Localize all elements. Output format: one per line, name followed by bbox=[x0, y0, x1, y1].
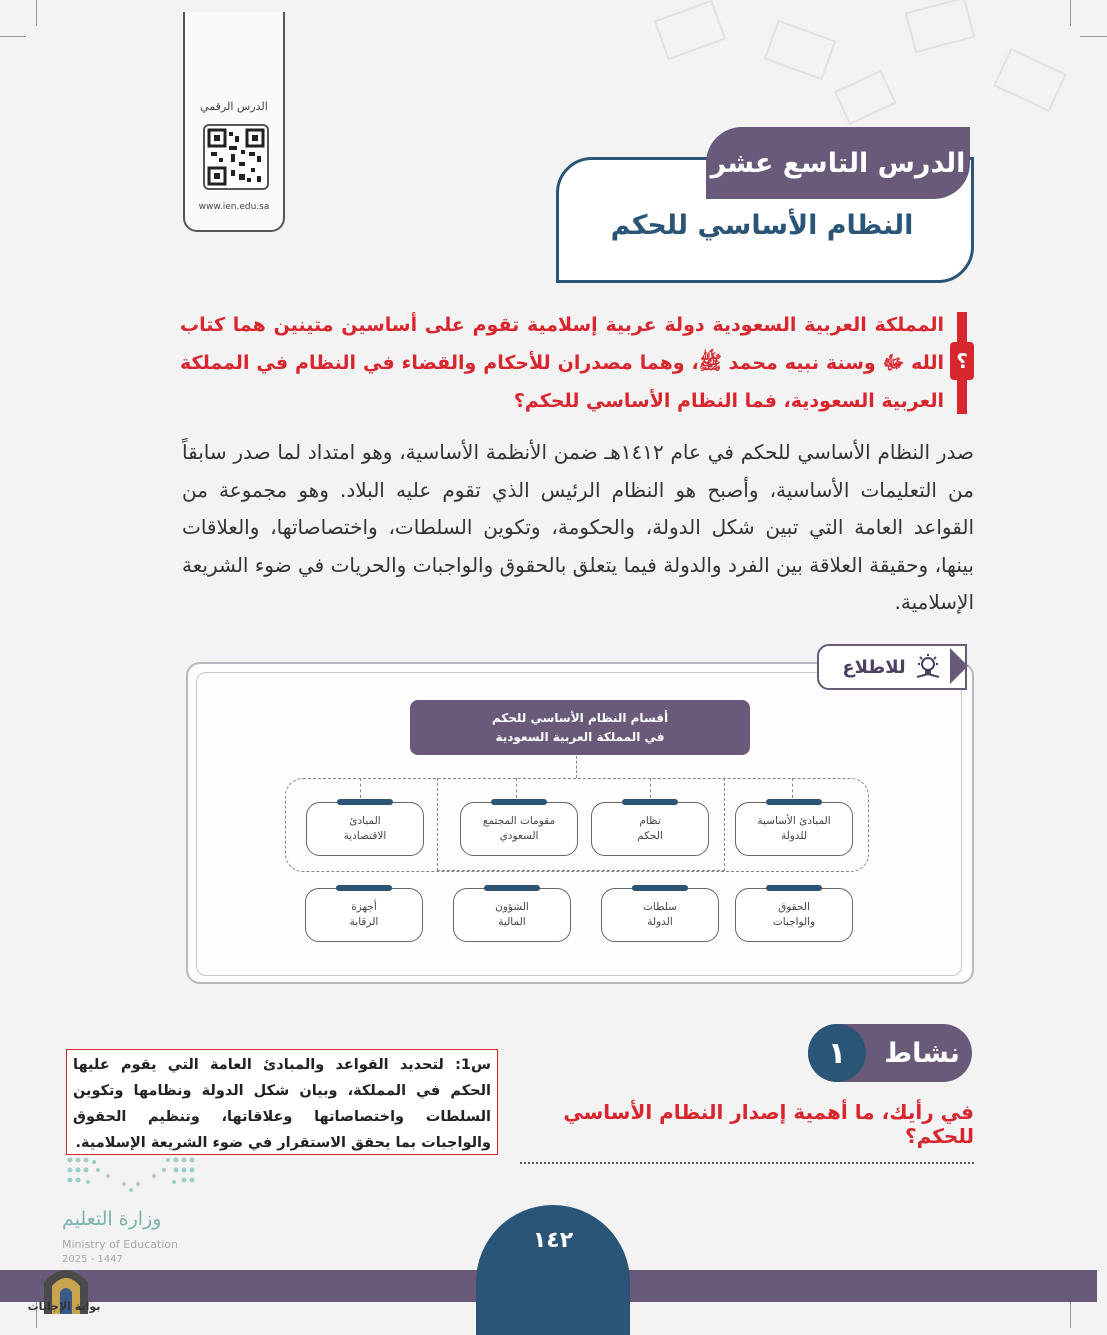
diagram-node-oversight bbox=[305, 888, 423, 942]
ministry-name-en: Ministry of Education bbox=[62, 1238, 179, 1251]
node-line: الشؤون bbox=[495, 901, 529, 913]
node-line: المبادئ الأساسية bbox=[757, 815, 831, 827]
node-line: مقومات المجتمع bbox=[482, 815, 556, 827]
activity-question: في رأيك، ما أهمية إصدار النظام الأساسي للحكم؟ bbox=[563, 1100, 974, 1148]
lesson-title: النظام الأساسي للحكم bbox=[610, 210, 914, 241]
info-tag-arrow bbox=[950, 648, 968, 684]
diagram-root-node bbox=[410, 700, 750, 755]
node-line: الرقابة bbox=[349, 916, 379, 928]
digital-lesson-url[interactable]: www.ien.edu.sa bbox=[198, 202, 270, 212]
answer-line[interactable] bbox=[520, 1162, 974, 1164]
connector-2 bbox=[516, 778, 517, 798]
node-line: المبادئ bbox=[349, 815, 381, 827]
qr-code[interactable] bbox=[203, 124, 269, 190]
digital-lesson-tab bbox=[183, 12, 285, 232]
answer-box: س1: لتحديد القواعد والمبادئ العامة التي يقوم عليها الحكم في المملكة، وبيان شكل الدولة ونظامها وتكوين السلطات واختصاصاتها وعلاقاتها، وتنظيم الحقوق والواجبات بما يحقق الاستقرار في ضوء الشريعة الإسلامية. bbox=[66, 1049, 498, 1155]
ministry-name-ar: وزارة التعليم bbox=[62, 1208, 162, 1230]
activity-number: ١ bbox=[808, 1024, 866, 1082]
site-name[interactable]: بوابة الإجابات bbox=[27, 1300, 101, 1313]
diagram-root-line-2: في المملكة العربية السعودية bbox=[495, 729, 665, 744]
node-line: الاقتصادية bbox=[343, 830, 387, 842]
connector-1 bbox=[360, 778, 361, 798]
diagram-node-rights bbox=[735, 888, 853, 942]
diagram-root-line-1: أقسام النظام الأساسي للحكم bbox=[491, 710, 669, 725]
diagram-node-state-principles bbox=[735, 802, 853, 856]
background-pattern bbox=[620, 0, 1100, 140]
node-line: والواجبات bbox=[772, 916, 816, 928]
digital-lesson-label: الدرس الرقمي bbox=[200, 100, 268, 113]
node-line: سلطات bbox=[643, 901, 677, 913]
connector-root bbox=[576, 756, 577, 778]
diagram-node-economy bbox=[306, 802, 424, 856]
ministry-year: 2025 - 1447 bbox=[62, 1254, 123, 1265]
page-number: ١٤٢ bbox=[532, 1228, 574, 1253]
node-line: أجهزة bbox=[351, 901, 377, 913]
connector-4 bbox=[792, 778, 793, 798]
node-line: الحكم bbox=[637, 830, 663, 842]
question-mark-icon: ؟ bbox=[950, 342, 974, 380]
info-tag-label: للاطلاع bbox=[842, 656, 906, 678]
node-line: الدولة bbox=[647, 916, 673, 928]
activity-label: نشاط bbox=[884, 1037, 960, 1069]
qr-code-icon bbox=[205, 126, 267, 188]
diagram-node-governance bbox=[591, 802, 709, 856]
node-line: الحقوق bbox=[778, 901, 810, 913]
lightbulb-book-icon bbox=[914, 653, 942, 681]
connector-3 bbox=[650, 778, 651, 798]
node-line: للدولة bbox=[780, 830, 808, 842]
node-line: نظام bbox=[639, 815, 661, 827]
lesson-number-tag: الدرس التاسع عشر bbox=[706, 127, 970, 199]
diagram-node-society bbox=[460, 802, 578, 856]
body-paragraph: صدر النظام الأساسي للحكم في عام ١٤١٢هـ ضمن الأنظمة الأساسية، وهو امتداد لما صدر سابقاً من التعليمات الأساسية، وأصبح هو النظام الرئيس الذي تقوم عليه البلاد. وهو مجموعة من القواعد العامة التي تبين شكل الدولة، والحكومة، وتكوين السلطات، واختصاصاتها، والعلاقات بينها، وحقيقة العلاقة بين الفرد والدولة فيما يتعلق بالحقوق والواجبات والحريات في ضوء الشريعة الإسلامية. bbox=[182, 440, 974, 614]
node-line: المالية bbox=[498, 916, 526, 928]
intro-paragraph: المملكة العربية السعودية دولة عربية إسلامية تقوم على أساسين متينين هما كتاب الله ﷻ وسنة نبيه محمد ﷺ، وهما مصدران للأحكام والقضاء في النظام في المملكة العربية السعودية، فما النظام الأساسي للحكم؟ bbox=[180, 314, 944, 412]
diagram-node-authorities bbox=[601, 888, 719, 942]
diagram-node-finance bbox=[453, 888, 571, 942]
node-line: السعودي bbox=[499, 830, 539, 842]
info-tag bbox=[817, 644, 967, 690]
ministry-logo-icon bbox=[64, 1154, 198, 1194]
page-number-badge bbox=[476, 1205, 630, 1335]
